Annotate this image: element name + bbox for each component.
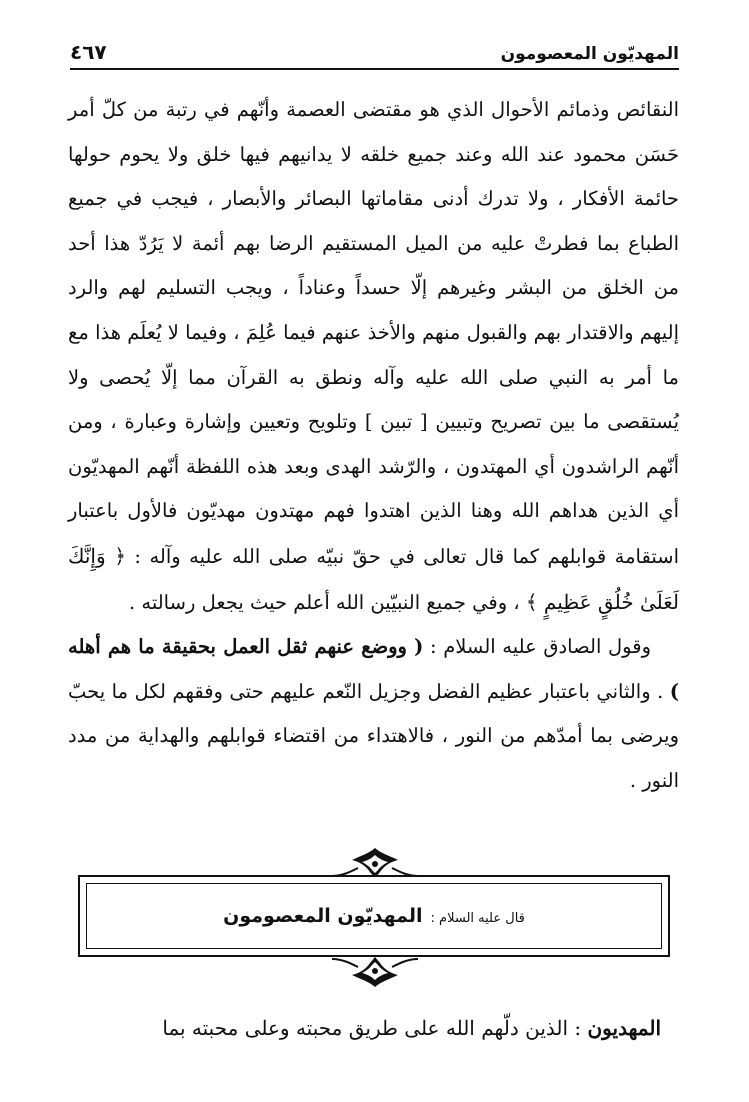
running-title: المهديّون المعصومون (500, 44, 679, 64)
quran-verse: ﴿ وَإِنَّكَ لَعَلَىٰ خُلُقٍ عَظِيمٍ ﴾ (68, 543, 679, 614)
paragraph-2-start: وقول الصادق عليه السلام : (430, 635, 651, 659)
final-line-term: المهديون (587, 1016, 661, 1040)
quote-box-text (223, 905, 525, 927)
final-line (70, 1006, 661, 1050)
paragraph-1-end: ، وفي جميع النبيّين الله أعلم حيث يجعل رسالته . (129, 590, 520, 614)
paragraph-1-text: النقائص وذمائم الأحوال الذي هو مقتضى العصمة وأنّهم في رتبة من كلّ أمر حَسَن محمود عند الله وعند جميع خلقه لا يدانيهم فيها خلق ولا يحوم حولها حائمة الأفكار ، ولا تدرك أدنى مقاماتها البصائر والأبصار ، فيجب في جميع الطباع بما فطرتْ عليه من الميل المستقيم الرضا بهم أئمة لا يَرُدّ هذا أحد من الخلق من البشر وغيرهم إلّا حسداً وعناداً ، ويجب التسليم لهم والرد إليهم والاقتدار بهم والقبول منهم والأخذ عنهم فيما عُلِمَ ، وفيما لا يُعلَم هذا مع ما أمر به النبي صلى الله عليه وآله ونطق به القرآن مما إلّا يُحصى ولا يُستقصى ما بين تصريح وتبيين [ تبين ] وتلويح وتعيين وإشارة وعبارة ، ومن أنّهم الراشدون أي المهتدون ، والرّشد الهدى وبعد هذه اللفظة أنّهم المهديّون أي الذين هداهم الله وهنا الذين اهتدوا فهم مهتدون مهديّون فالأول باعتبار استقامة قوابلهم كما قال تعالى في حقّ نبيّه صلى الله عليه وآله : (68, 98, 679, 568)
page-header (70, 30, 679, 70)
final-line-text: : الذين دلّهم الله على طريق محبته وعلى محبته بما (162, 1016, 582, 1040)
hadith-quote: ( ووضع عنهم ثقل العمل بحقيقة ما هم أهله ) (68, 635, 680, 703)
main-text (68, 88, 679, 804)
bottom-ornament-icon (330, 955, 420, 989)
paragraph-1 (68, 88, 679, 625)
page-number: ٤٦٧ (70, 40, 107, 64)
quote-title: المهديّون المعصومون (223, 905, 423, 927)
paragraph-2 (68, 625, 679, 803)
quote-prefix: قال عليه السلام : (430, 911, 525, 926)
quote-box (78, 875, 670, 957)
paragraph-2-rest: . والثاني باعتبار عظيم الفضل وجزيل النّعم عليهم حتى وفقهم لكل ما يحبّ ويرضى بما أمدّهم من النور ، فالاهتداء من اقتضاء قوابلهم والهداية من مدد النور . (68, 679, 679, 792)
